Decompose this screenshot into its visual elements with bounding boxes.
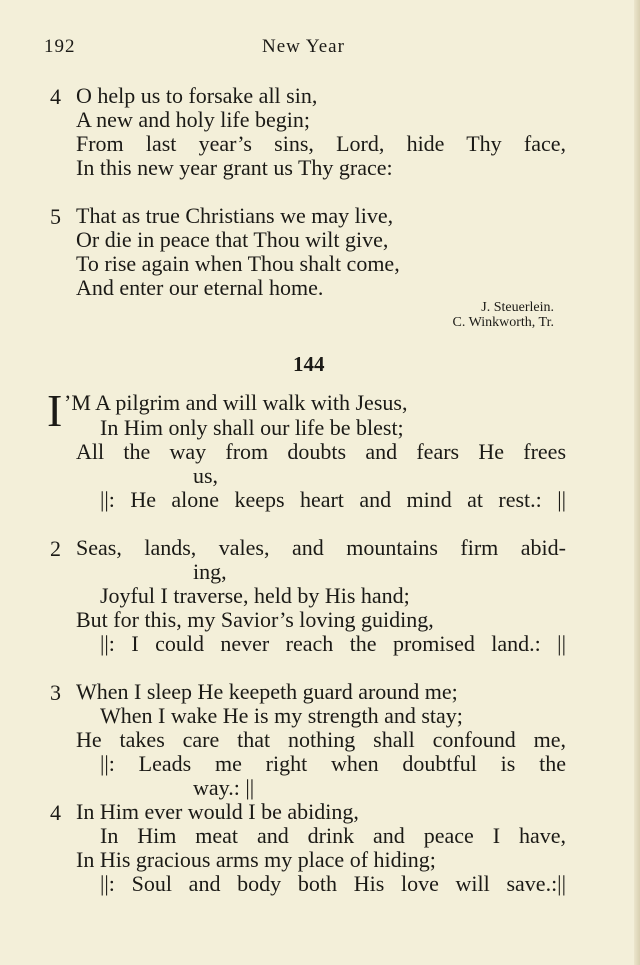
verse-line: All the way from doubts and fears He frees [76, 439, 566, 464]
verse-line: In Him only shall our life be blest; [100, 415, 404, 440]
verse-line: ing, [193, 559, 227, 584]
verse-line: When I wake He is my strength and stay; [100, 703, 463, 728]
verse-line: us, [193, 463, 219, 488]
verse-line: From last year’s sins, Lord, hide Thy face, [76, 131, 566, 156]
verse-line: way.: || [193, 775, 255, 800]
stanza-number: 3 [50, 680, 61, 705]
verse-line: But for this, my Savior’s loving guiding, [76, 607, 434, 632]
drop-cap: I [47, 385, 63, 436]
verse-line: Or die in peace that Thou wilt give, [76, 227, 389, 252]
running-title: New Year [262, 36, 345, 57]
verse-line: ||: I could never reach the promised land.: || [100, 631, 566, 656]
verse-line: He takes care that nothing shall confound me, [76, 727, 566, 752]
verse-line: Joyful I traverse, held by His hand; [100, 583, 410, 608]
verse-line: ||: Soul and body both His love will save.:|| [100, 871, 566, 896]
verse-line: When I sleep He keepeth guard around me; [76, 679, 458, 704]
verse-line: In this new year grant us Thy grace: [76, 155, 393, 180]
verse-line: In His gracious arms my place of hiding; [76, 847, 436, 872]
verse-line: ||: Leads me right when doubtful is the [100, 751, 566, 776]
verse-line: In Him meat and drink and peace I have, [100, 823, 566, 848]
verse-line: O help us to forsake all sin, [76, 83, 318, 108]
verse-line: And enter our eternal home. [76, 275, 324, 300]
page-number: 192 [44, 36, 76, 57]
stanza-number: 4 [50, 84, 61, 109]
hymn-number: 144 [293, 352, 325, 376]
translator-credit: C. Winkworth, Tr. [452, 315, 554, 330]
author-credit: J. Steuerlein. [481, 300, 554, 315]
verse-line: ||: He alone keeps heart and mind at rest.: || [100, 487, 566, 512]
stanza-number: 2 [50, 536, 61, 561]
verse-line: In Him ever would I be abiding, [76, 799, 359, 824]
verse-line: To rise again when Thou shalt come, [76, 251, 400, 276]
verse-line: That as true Christians we may live, [76, 203, 394, 228]
verse-line: A new and holy life begin; [76, 107, 311, 132]
verse-line: Seas, lands, vales, and mountains firm abid- [76, 535, 566, 560]
page-edge [634, 0, 640, 965]
verse-line: ’M A pilgrim and will walk with Jesus, [64, 390, 408, 415]
stanza-number: 5 [50, 204, 61, 229]
stanza-number: 4 [50, 800, 61, 825]
